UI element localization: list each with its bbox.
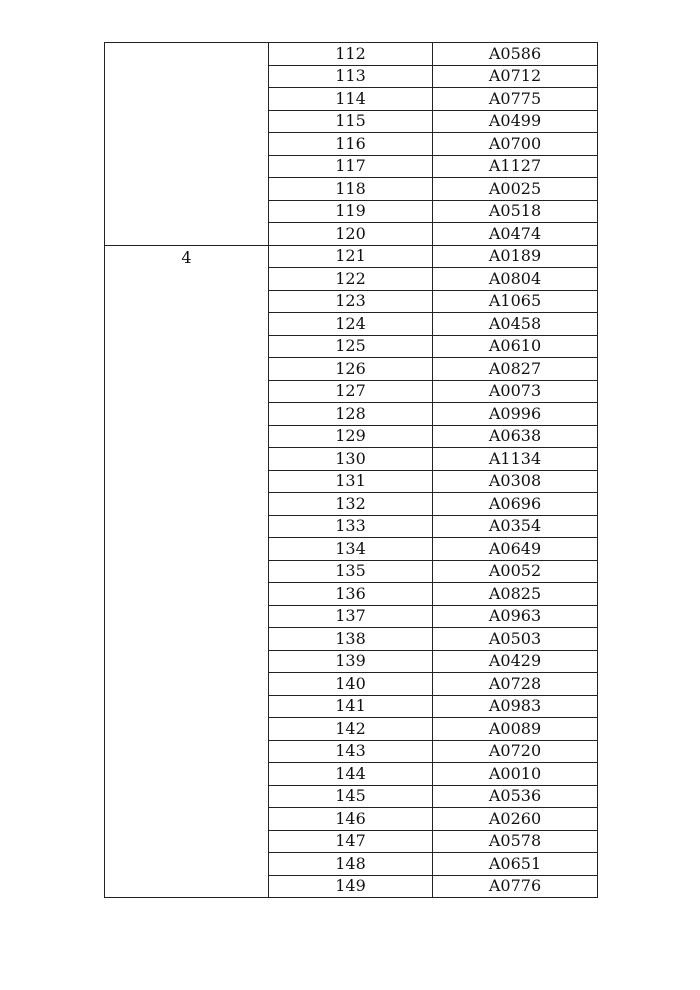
code-cell: A0963 [433, 605, 598, 628]
code-cell: A0825 [433, 583, 598, 606]
seq-cell: 114 [269, 88, 433, 111]
code-cell: A0586 [433, 43, 598, 66]
table-row [105, 245, 598, 268]
code-cell: A0578 [433, 830, 598, 853]
seq-cell: 136 [269, 583, 433, 606]
code-cell: A1134 [433, 448, 598, 471]
seq-cell: 140 [269, 673, 433, 696]
code-cell: A0025 [433, 178, 598, 201]
seq-cell: 149 [269, 875, 433, 898]
seq-cell: 139 [269, 650, 433, 673]
seq-cell: 128 [269, 403, 433, 426]
code-cell: A0010 [433, 763, 598, 786]
seq-cell: 123 [269, 290, 433, 313]
code-cell: A0651 [433, 853, 598, 876]
seq-cell: 146 [269, 808, 433, 831]
seq-cell: 112 [269, 43, 433, 66]
code-cell: A0536 [433, 785, 598, 808]
code-cell: A0429 [433, 650, 598, 673]
code-cell: A0503 [433, 628, 598, 651]
data-table [104, 42, 598, 898]
seq-cell: 116 [269, 133, 433, 156]
seq-cell: 148 [269, 853, 433, 876]
code-cell: A0728 [433, 673, 598, 696]
code-cell: A0649 [433, 538, 598, 561]
code-cell: A0775 [433, 88, 598, 111]
seq-cell: 141 [269, 695, 433, 718]
code-cell: A0089 [433, 718, 598, 741]
seq-cell: 135 [269, 560, 433, 583]
code-cell: A0638 [433, 425, 598, 448]
seq-cell: 144 [269, 763, 433, 786]
code-cell: A0354 [433, 515, 598, 538]
seq-cell: 129 [269, 425, 433, 448]
seq-cell: 118 [269, 178, 433, 201]
code-cell: A0712 [433, 65, 598, 88]
code-cell: A0700 [433, 133, 598, 156]
seq-cell: 117 [269, 155, 433, 178]
code-cell: A0499 [433, 110, 598, 133]
code-cell: A0518 [433, 200, 598, 223]
seq-cell: 122 [269, 268, 433, 291]
code-cell: A0052 [433, 560, 598, 583]
seq-cell: 143 [269, 740, 433, 763]
seq-cell: 132 [269, 493, 433, 516]
seq-cell: 130 [269, 448, 433, 471]
code-cell: A0073 [433, 380, 598, 403]
code-cell: A0260 [433, 808, 598, 831]
code-cell: A1065 [433, 290, 598, 313]
seq-cell: 125 [269, 335, 433, 358]
code-cell: A0983 [433, 695, 598, 718]
seq-cell: 133 [269, 515, 433, 538]
code-cell: A0996 [433, 403, 598, 426]
seq-cell: 137 [269, 605, 433, 628]
table-body [105, 43, 598, 898]
seq-cell: 121 [269, 245, 433, 268]
seq-cell: 124 [269, 313, 433, 336]
seq-cell: 131 [269, 470, 433, 493]
table-row [105, 43, 598, 66]
seq-cell: 147 [269, 830, 433, 853]
group-cell: 4 [105, 245, 269, 898]
seq-cell: 145 [269, 785, 433, 808]
code-cell: A0610 [433, 335, 598, 358]
group-cell [105, 43, 269, 246]
code-cell: A0804 [433, 268, 598, 291]
seq-cell: 119 [269, 200, 433, 223]
seq-cell: 138 [269, 628, 433, 651]
code-cell: A0458 [433, 313, 598, 336]
code-cell: A0189 [433, 245, 598, 268]
code-cell: A0827 [433, 358, 598, 381]
seq-cell: 142 [269, 718, 433, 741]
code-cell: A0696 [433, 493, 598, 516]
code-cell: A0776 [433, 875, 598, 898]
code-cell: A0474 [433, 223, 598, 246]
seq-cell: 120 [269, 223, 433, 246]
code-cell: A0720 [433, 740, 598, 763]
seq-cell: 126 [269, 358, 433, 381]
seq-cell: 134 [269, 538, 433, 561]
code-cell: A0308 [433, 470, 598, 493]
code-cell: A1127 [433, 155, 598, 178]
seq-cell: 127 [269, 380, 433, 403]
seq-cell: 113 [269, 65, 433, 88]
seq-cell: 115 [269, 110, 433, 133]
